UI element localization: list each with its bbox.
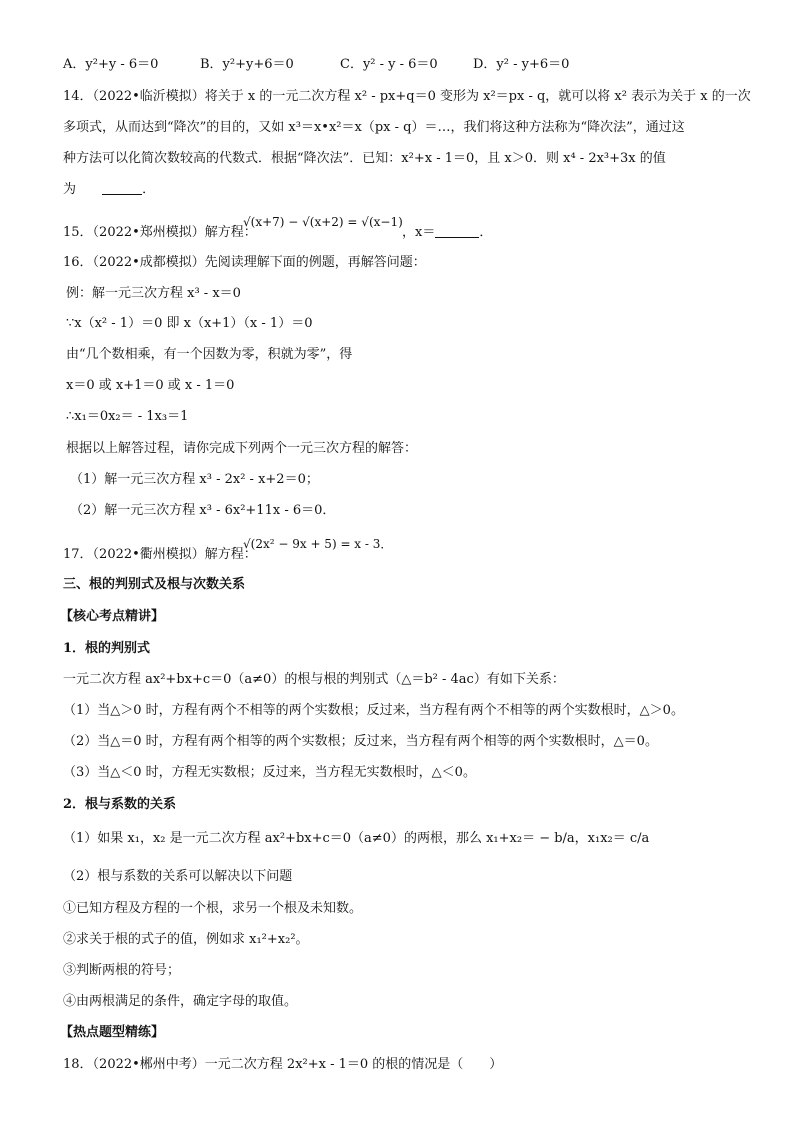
q13-option-c: C．y² - y - 6＝0 xyxy=(340,57,438,72)
discriminant-heading: 1．根的判别式 xyxy=(63,641,151,656)
q16-example-1: 例：解一元三次方程 x³ - x＝0 xyxy=(66,286,241,301)
q14-line-2: 多项式，从而达到“降次”的目的，又如 x³＝x•x²＝x（px - q）＝…，我们将这种方法称为“降次法”，通过这 xyxy=(63,120,685,135)
q14-line-4: 为 ． xyxy=(63,182,156,197)
vieta-heading: 2．根与系数的关系 xyxy=(63,797,177,812)
q17-equation: √(2x² − 9x + 5) = x - 3． xyxy=(243,537,393,551)
q14-answer-blank[interactable] xyxy=(102,182,142,195)
q18-line: 18．（2022•郴州中考）一元二次方程 2x²+x - 1＝0 的根的情况是（ ） xyxy=(63,1057,503,1072)
q16-line-1: 16．（2022•成都模拟）先阅读理解下面的例题，再解答问题： xyxy=(63,255,426,270)
q16-example-5: ∴x₁＝0x₂＝ - 1x₃＝1 xyxy=(66,409,189,424)
q15-equation: √(x+7) − √(x+2) = √(x−1) xyxy=(243,215,403,229)
q16-example-2: ∵x（x² - 1）＝0 即 x（x+1）（x - 1）＝0 xyxy=(66,316,313,331)
vieta-use-4: ④由两根满足的条件，确定字母的取值。 xyxy=(63,994,298,1009)
q14-line-1: 14．（2022•临沂模拟）将关于 x 的一元二次方程 x² - px+q＝0 变形为 x²＝px - q，就可以将 x² 表示为关于 x 的一次 xyxy=(63,89,751,104)
q13-option-d: D．y² - y+6＝0 xyxy=(473,57,570,72)
vieta-uses-intro: （2）根与系数的关系可以解决以下问题 xyxy=(63,869,293,884)
vieta-use-1: ①已知方程及方程的一个根，求另一个根及未知数。 xyxy=(63,901,363,916)
q16-example-3: 由“几个数相乘，有一个因数为零，积就为零”，得 xyxy=(66,347,353,362)
vieta-use-3: ③判断两根的符号； xyxy=(63,963,181,978)
q16-example-4: x＝0 或 x+1＝0 或 x - 1＝0 xyxy=(66,378,235,393)
discriminant-rule-2: （2）当△＝0 时，方程有两个相等的两个实数根；反过来，当方程有两个相等的两个实数根时，△＝0。 xyxy=(63,734,658,749)
discriminant-rule-1: （1）当△＞0 时，方程有两个不相等的两个实数根；反过来，当方程有两个不相等的两个实数根时，△＞0。 xyxy=(63,703,684,718)
q16-part-2: （2）解一元三次方程 x³ - 6x²+11x - 6＝0． xyxy=(70,503,336,518)
q13-option-b: B．y²+y+6＝0 xyxy=(200,57,294,72)
discriminant-intro: 一元二次方程 ax²+bx+c＝0（a≠0）的根与根的判别式（△＝b² - 4ac）有如下关系： xyxy=(63,672,565,687)
core-points-heading: 【核心考点精讲】 xyxy=(60,609,165,624)
vieta-use-2: ②求关于根的式子的值，例如求 x₁²+x₂²。 xyxy=(63,932,309,947)
q13-option-a: A．y²+y - 6＝0 xyxy=(63,57,159,72)
hot-practice-heading: 【热点题型精练】 xyxy=(60,1025,165,1040)
q16-part-1: （1）解一元三次方程 x³ - 2x² - x+2＝0； xyxy=(70,472,319,487)
q14-line-4-text: 为 xyxy=(63,182,77,197)
q14-line-3: 种方法可以化简次数较高的代数式．根据“降次法”．已知：x²+x - 1＝0，且 x＞0．则 x⁴ - 2x³+3x 的值 xyxy=(63,151,666,166)
q15-answer-blank[interactable] xyxy=(435,225,479,238)
section-3-title: 三、根的判别式及根与次数关系 xyxy=(63,577,246,592)
q15-tail: ，x＝ ． xyxy=(402,225,493,240)
discriminant-rule-3: （3）当△＜0 时，方程无实数根；反过来，当方程无实数根时，△＜0。 xyxy=(63,765,476,780)
q16-example-6: 根据以上解答过程，请你完成下列两个一元三次方程的解答： xyxy=(66,441,418,456)
vieta-formula: （1）如果 x₁，x₂ 是一元二次方程 ax²+bx+c＝0（a≠0）的两根，那么 x₁+x₂＝ − b/a，x₁x₂＝ c/a xyxy=(63,831,650,846)
q17-label: 17．（2022•衢州模拟）解方程： xyxy=(63,547,257,562)
q15-line xyxy=(63,224,257,242)
q15-label: 15．（2022•郑州模拟）解方程： xyxy=(63,225,257,240)
q15-tail-text: ，x＝ xyxy=(402,225,436,240)
